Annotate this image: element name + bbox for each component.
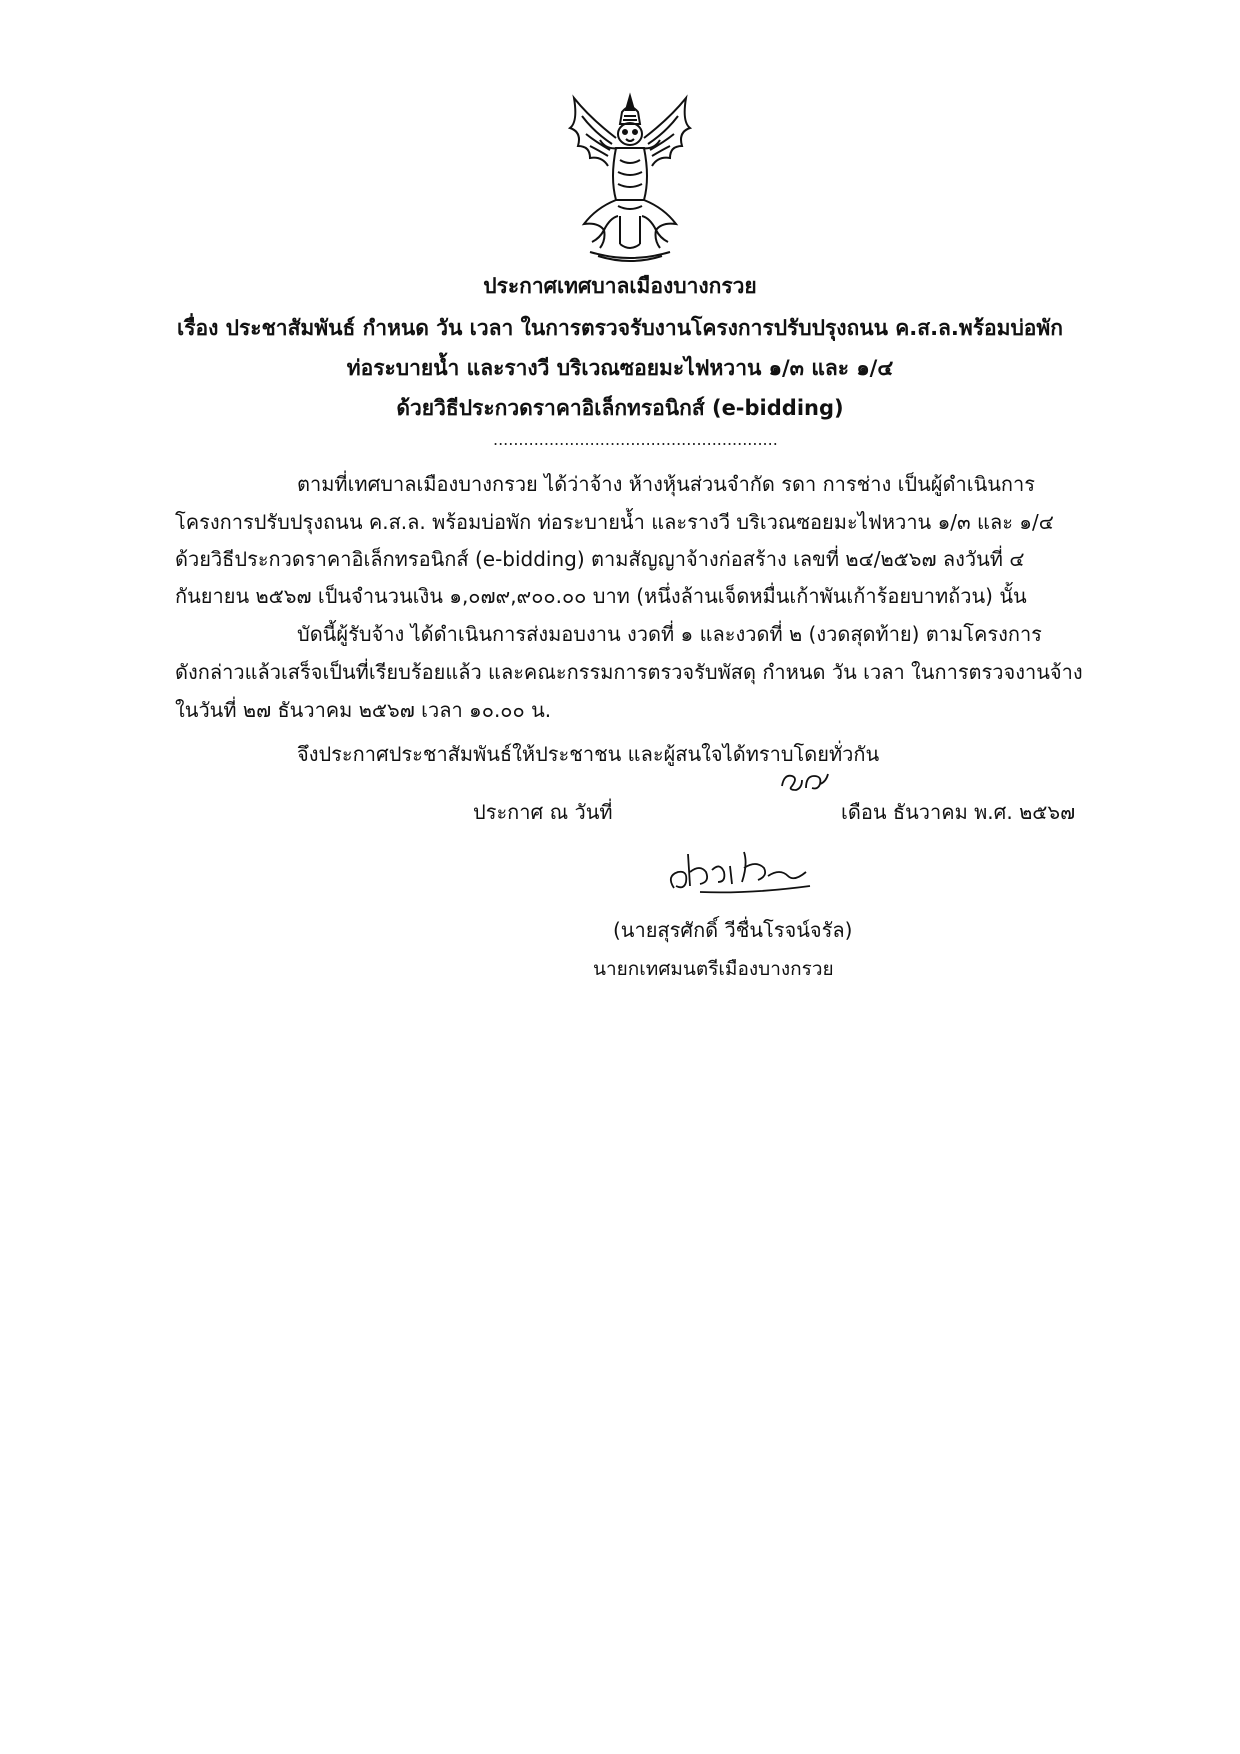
subject-line: เรื่อง ประชาสัมพันธ์ กำหนด วัน เวลา ในการตรวจรับงานโครงการปรับปรุงถนน ค.ส.ล.พร้อมบ่อพัก — [177, 316, 1063, 340]
announce-date-prefix: ประกาศ ณ วันที่ — [473, 800, 613, 824]
body-line: ตามที่เทศบาลเมืองบางกรวย ได้ว่าจ้าง ห้างหุ้นส่วนจำกัด รดา การช่าง เป็นผู้ดำเนินการ — [297, 472, 1035, 496]
body-line: ในวันที่ ๒๗ ธันวาคม ๒๕๖๗ เวลา ๑๐.๐๐ น. — [175, 698, 552, 722]
subject-line-2: ท่อระบายน้ำ และรางวี บริเวณซอยมะไฟหวาน ๑/๓ และ ๑/๔ — [346, 356, 894, 380]
body-line: ดังกล่าวแล้วเสร็จเป็นที่เรียบร้อยแล้ว และคณะกรรมการตรวจรับพัสดุ กำหนด วัน เวลา ในการตรวจงานจ้าง — [175, 660, 1083, 684]
announcement-title: ประกาศเทศบาลเมืองบางกรวย — [483, 274, 757, 298]
garuda-emblem-icon — [560, 88, 700, 266]
signer-name: (นายสุรศักดิ์ วีชื่นโรจน์จรัล) — [613, 918, 853, 942]
body-line: กันยายน ๒๕๖๗ เป็นจำนวนเงิน ๑,๐๗๙,๙๐๐.๐๐ บาท (หนึ่งล้านเจ็ดหมื่นเก้าพันเก้าร้อยบาทถ้วน) นั้น — [175, 584, 1027, 608]
signer-title: นายกเทศมนตรีเมืองบางกรวย — [593, 958, 834, 980]
body-line: บัดนี้ผู้รับจ้าง ได้ดำเนินการส่งมอบงาน งวดที่ ๑ และงวดที่ ๒ (งวดสุดท้าย) ตามโครงการ — [297, 622, 1042, 646]
announce-date-month: เดือน ธันวาคม พ.ศ. ๒๕๖๗ — [841, 800, 1076, 824]
body-line: โครงการปรับปรุงถนน ค.ส.ล. พร้อมบ่อพัก ท่อระบายน้ำ และรางวี บริเวณซอยมะไฟหวาน ๑/๓ และ ๑/๔ — [175, 510, 1054, 534]
body-line: ด้วยวิธีประกวดราคาอิเล็กทรอนิกส์ (e-bidding) ตามสัญญาจ้างก่อสร้าง เลขที่ ๒๔/๒๕๖๗ ลงวันที่ ๔ — [175, 547, 1025, 571]
handwritten-signature — [660, 842, 816, 898]
subject-line-3: ด้วยวิธีประกวดราคาอิเล็กทรอนิกส์ (e-bidding) — [396, 396, 844, 420]
closing-statement: จึงประกาศประชาสัมพันธ์ให้ประชาชน และผู้สนใจได้ทราบโดยทั่วกัน — [297, 742, 880, 766]
separator: ........................................................ — [493, 430, 778, 449]
handwritten-day — [778, 766, 832, 796]
